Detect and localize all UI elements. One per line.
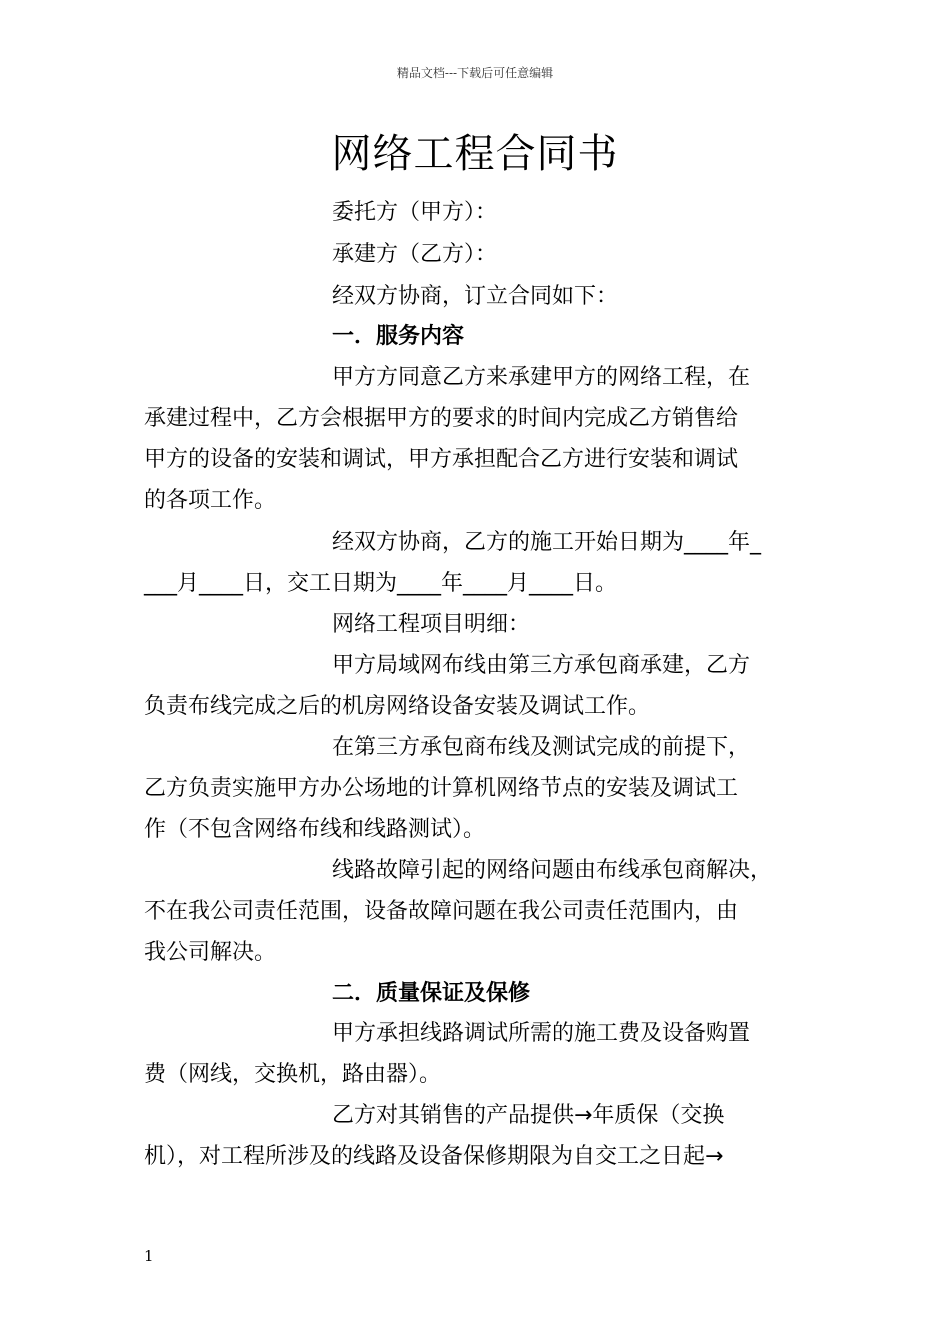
client-party-line: 委托方（甲方）： — [332, 200, 498, 225]
paragraph-line: 在第三方承包商布线及测试完成的前提下， — [332, 735, 751, 760]
section-heading-1: 一．服务内容 — [332, 324, 465, 349]
paragraph-line: 甲方方同意乙方来承建甲方的网络工程，在 — [332, 365, 751, 390]
page-header: 精品文档---下载后可任意编辑 — [396, 66, 554, 80]
page-number: 1 — [144, 1247, 154, 1265]
paragraph-line: 甲方局域网布线由第三方承包商承建，乙方 — [332, 653, 751, 678]
paragraph-line: 费（网线，交换机，路由器）。 — [144, 1062, 442, 1087]
paragraph-line: 乙方负责实施甲方办公场地的计算机网络节点的安装及调试工 — [144, 776, 739, 801]
paragraph-line: 线路故障引起的网络问题由布线承包商解决， — [332, 858, 773, 883]
paragraph-line: 的各项工作。 — [144, 488, 277, 513]
paragraph-line: 作（不包含网络布线和线路测试）。 — [144, 817, 486, 842]
paragraph-line: 机），对工程所涉及的线路及设备保修期限为自交工之日起→ — [144, 1144, 724, 1169]
paragraph-line: ___月____日，交工日期为____年____月____日。 — [144, 571, 618, 596]
paragraph-line: 承建过程中，乙方会根据甲方的要求的时间内完成乙方销售给 — [144, 406, 739, 431]
section-heading-2: 二．质量保证及保修 — [332, 981, 531, 1006]
paragraph-line: 负责布线完成之后的机房网络设备安装及调试工作。 — [144, 694, 651, 719]
paragraph-line: 甲方的设备的安装和调试，甲方承担配合乙方进行安装和调试 — [144, 447, 739, 472]
paragraph-line: 乙方对其销售的产品提供→年质保（交换 — [332, 1103, 725, 1128]
document-title: 网络工程合同书 — [331, 131, 619, 177]
agreement-intro-line: 经双方协商，订立合同如下： — [332, 284, 619, 309]
paragraph-line: 网络工程项目明细： — [332, 612, 531, 637]
paragraph-line: 我公司解决。 — [144, 940, 277, 965]
paragraph-line: 不在我公司责任范围，设备故障问题在我公司责任范围内，由 — [144, 899, 739, 924]
contractor-party-line: 承建方（乙方）： — [332, 242, 498, 267]
paragraph-line: 甲方承担线路调试所需的施工费及设备购置 — [332, 1021, 751, 1046]
paragraph-line: 经双方协商，乙方的施工开始日期为____年_ — [332, 530, 762, 555]
